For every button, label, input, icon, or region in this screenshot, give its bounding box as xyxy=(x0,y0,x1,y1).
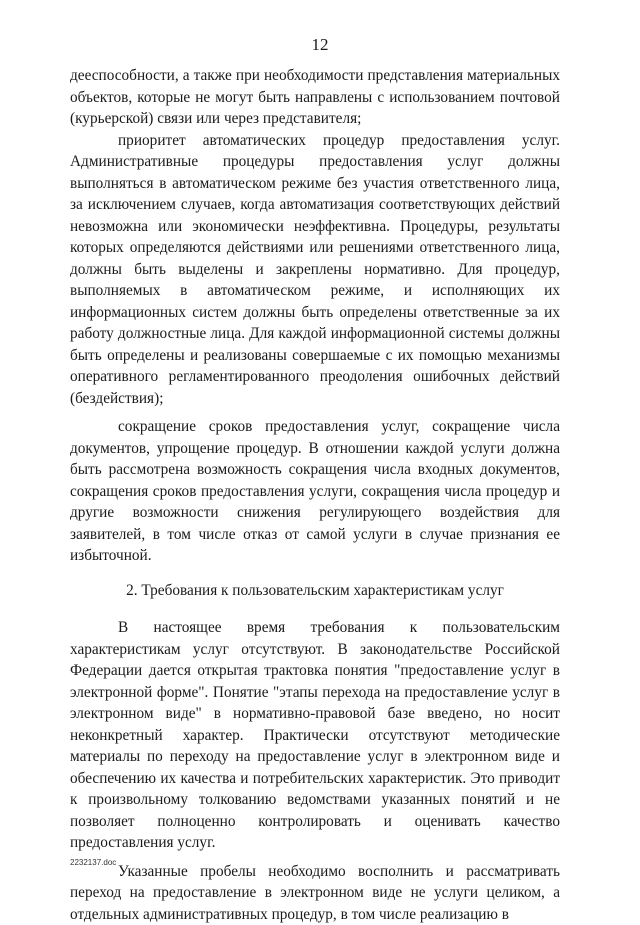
document-file-code: 2232137.doc xyxy=(70,858,116,867)
paragraph-automation-priority: приоритет автоматических процедур предоставления услуг. Административные процедуры предоставления услуг должны выполняться в автоматическом режиме без участия ответственного лица, за исключением случаев, когда автоматизация соответствующих действий невозможна или экономически неэффективна. Процедуры, результаты которых определяются действиями или решениями ответственного лица, должны быть выделены и закреплены нормативно. Для процедур, выполняемых в автоматическом режиме, и исполняющих их информационных систем должны быть определены ответственные за их работу должностные лица. Для каждой информационной системы должны быть определены и реализованы совершаемые с их помощью механизмы оперативного регламентированного преодоления ошибочных действий (бездействия); xyxy=(70,130,560,410)
paragraph-reduction-of-terms: сокращение сроков предоставления услуг, сокращение числа документов, упрощение процедур. В отношении каждой услуги должна быть рассмотрена возможность сокращения числа входных документов, сокращения сроков предоставления услуги, сокращения числа процедур и другие возможности снижения регулирующего воздействия для заявителей, в том числе отказ от самой услуги в случае признания ее избыточной. xyxy=(70,416,560,567)
document-body xyxy=(70,65,560,925)
paragraph-continuation: дееспособности, а также при необходимости представления материальных объектов, которые не могут быть направлены с использованием почтовой (курьерской) связи или через представителя; xyxy=(70,65,560,130)
paragraph-gaps: Указанные пробелы необходимо восполнить и рассматривать переход на предоставление в электронном виде не услуги целиком, а отдельных административных процедур, в том числе реализацию в xyxy=(70,861,560,925)
paragraph-user-requirements: В настоящее время требования к пользовательским характеристикам услуг отсутствуют. В законодательстве Российской Федерации дается открытая трактовка понятия "предоставление услуг в электронной форме". Понятие "этапы перехода на предоставление услуг в электронном виде" в нормативно-правовой базе введено, но носит неконкретный характер. Практически отсутствуют методические материалы по переходу на предоставление услуг в электронном виде и обеспечению их качества и потребительских характеристик. Это приводит к произвольному толкованию ведомствами указанных понятий и не позволяет полноценно контролировать и оценивать качество предоставления услуг. xyxy=(70,617,560,854)
section-heading: 2. Требования к пользовательским характеристикам услуг xyxy=(70,580,560,602)
page-number: 12 xyxy=(0,35,640,55)
